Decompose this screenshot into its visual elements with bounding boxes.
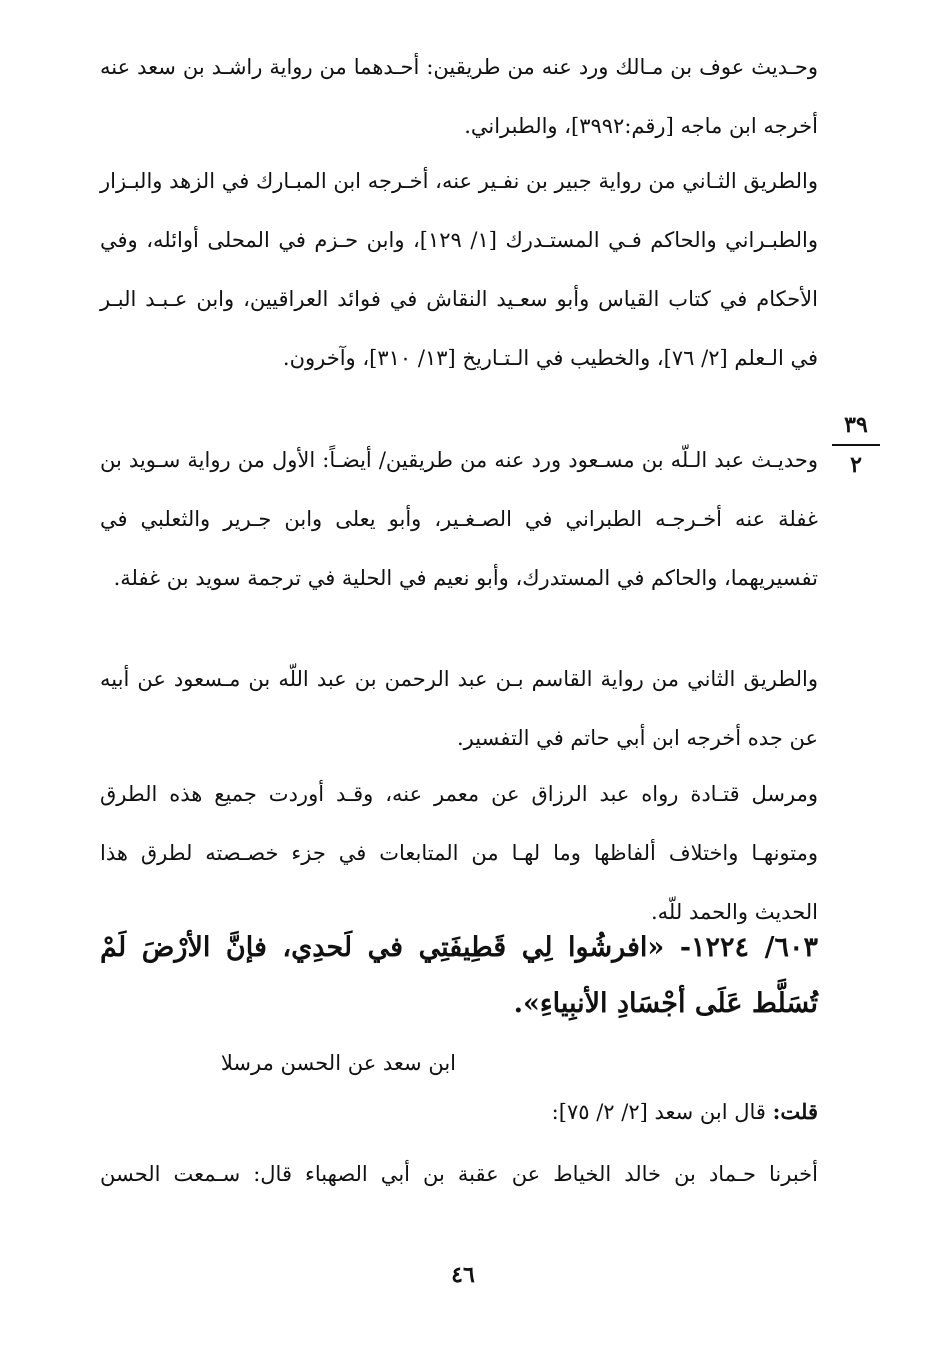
hadith-text: ٦٠٣/ ١٢٢٤- «افرشُوا لِي قَطِيفَتِي في لَحدِي، فإنَّ الأرْضَ لَمْ تُسَلَّط عَلَى أجْسَادِ الأنبِياءِ». bbox=[100, 932, 819, 1019]
isnad-line: أخبرنا حـماد بن خالد الخياط عن عقبة بن أبي الصهباء قال: سـمعت الحسن bbox=[100, 1162, 818, 1186]
page-number: ٤٦ bbox=[451, 1262, 475, 1288]
paragraph-auf-ibn-malik: وحـديث عوف بن مـالك ورد عنه من طريقين: أحـدهما من رواية راشـد بن سعد عنه أخرجه ابن ماجه [رقم:٣٩٩٢]، والطبراني. bbox=[100, 55, 818, 138]
paragraph-qatada-mursal: ومرسل قتـادة رواه عبد الرزاق عن معمر عنه، وقـد أوردت جميع هذه الطرق ومتونهـا واختلاف ألفاظها وما لهـا من المتابعات في جزء خصـصته لطرق هذا الحديث والحمد للّه. bbox=[100, 782, 818, 924]
margin-reference-volume: ٣٩ bbox=[844, 412, 868, 438]
paragraph-ibn-masud: وحديـث عبد الـلّه بن مسـعود ورد عنه من طريقين/ أيضـاً: الأول من رواية سـويد بن غفلة عنه أخـرجـه الطبراني في الصـغـير، وأبو يعلى وابن جـرير والثعلبي في تفسيريهما، والحاكم في المستدرك، وأبو نعيم في الحلية في ترجمة سويد بن غفلة. bbox=[100, 448, 818, 590]
hadith-source: ابن سعد عن الحسن مرسلا bbox=[220, 1051, 456, 1075]
margin-reference bbox=[830, 410, 882, 480]
paragraph-jubair-route: والطريق الثـاني من رواية جبير بن نفـير عنه، أخـرجه ابن المبـارك في الزهد والبـزار والطبـراني والحاكم فـي المستـدرك [١/ ١٢٩]، وابن حـزم في المحلى أوائله، وفي الأحكام في كتاب القياس وأبو سعـيد النقاش في فوائد العراقيين، وابن عـبـد البـر في الـعلم [٢/ ٧٦]، والخطيب في الـتـاريخ [١٣/ ٣١٠]، وآخرون. bbox=[100, 169, 818, 370]
note-text: قال ابن سعد [٢/ ٢/ ٧٥]: bbox=[551, 1100, 766, 1124]
margin-reference-page: ٢ bbox=[850, 452, 862, 478]
paragraph-qasim-route: والطريق الثاني من رواية القاسم بـن عبد الرحمن بن عبد اللّه بن مـسعود عن أبيه عن جده أخرجه ابن أبي حاتم في التفسير. bbox=[100, 667, 818, 750]
margin-reference-divider bbox=[832, 444, 880, 446]
note-label: قلت: bbox=[772, 1099, 818, 1124]
note-line bbox=[552, 1092, 818, 1132]
